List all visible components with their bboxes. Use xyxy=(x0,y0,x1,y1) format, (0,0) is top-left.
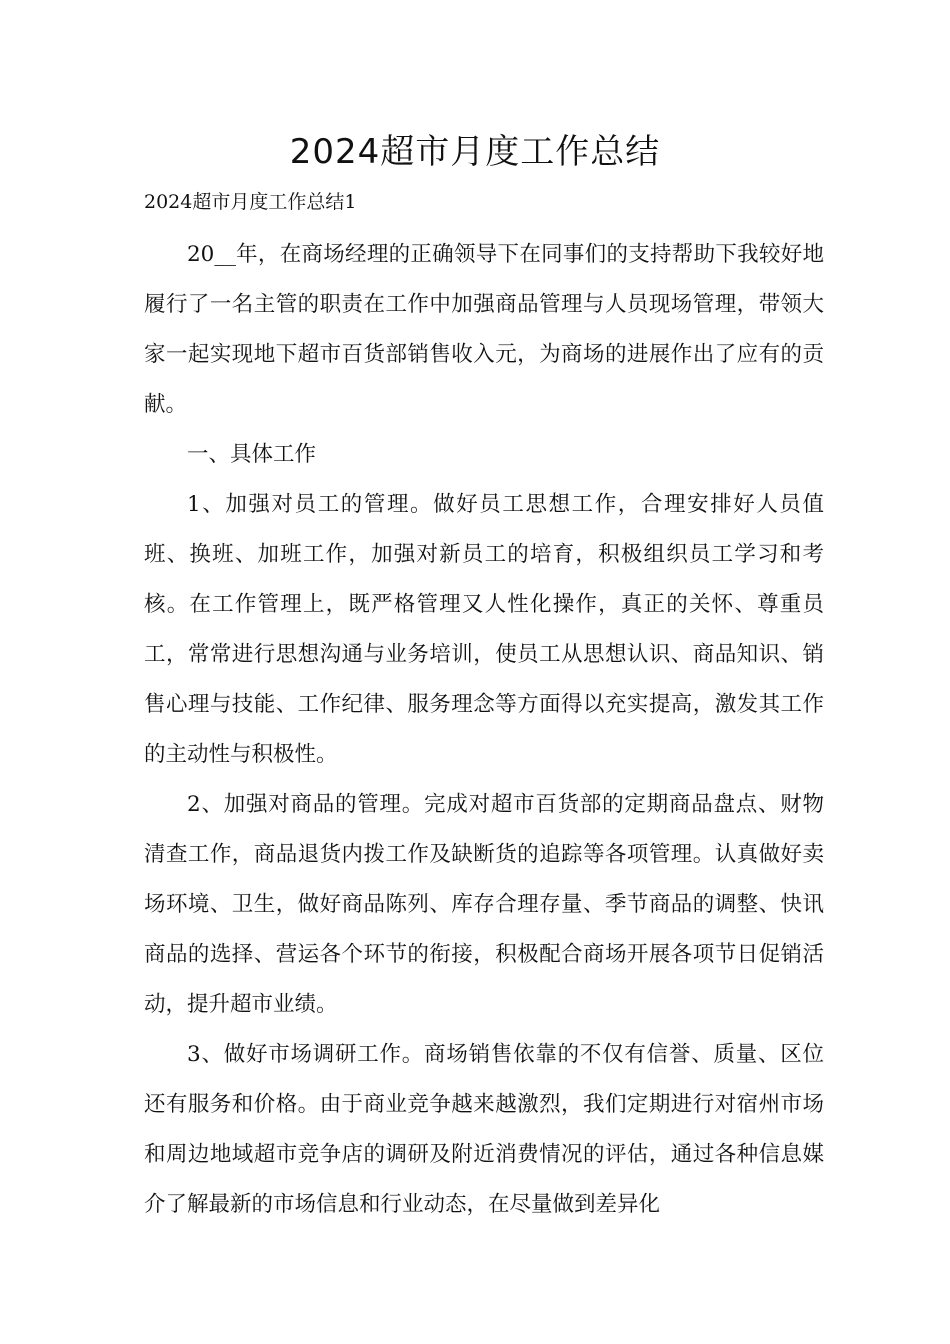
document-body xyxy=(144,230,824,1230)
document-subtitle: 2024超市月度工作总结1 xyxy=(144,191,357,213)
paragraph-intro: 20__年，在商场经理的正确领导下在同事们的支持帮助下我较好地履行了一名主管的职责在工作中加强商品管理与人员现场管理，带领大家一起实现地下超市百货部销售收入元，为商场的进展作出了应有的贡献。 xyxy=(144,242,824,417)
document-title: 2024超市月度工作总结 xyxy=(289,132,661,172)
section-heading-specific-work: 一、具体工作 xyxy=(187,442,317,467)
paragraph-goods-management: 2、加强对商品的管理。完成对超市百货部的定期商品盘点、财物清查工作，商品退货内拨工作及缺断货的追踪等各项管理。认真做好卖场环境、卫生，做好商品陈列、库存合理存量、季节商品的调整、快讯商品的选择、营运各个环节的衔接，积极配合商场开展各项节日促销活动，提升超市业绩。 xyxy=(144,792,824,1017)
paragraph-market-research: 3、做好市场调研工作。商场销售依靠的不仅有信誉、质量、区位还有服务和价格。由于商业竞争越来越激烈，我们定期进行对宿州市场和周边地域超市竞争店的调研及附近消费情况的评估，通过各种信息媒介了解最新的市场信息和行业动态，在尽量做到差异化 xyxy=(144,1042,824,1217)
paragraph-staff-management: 1、加强对员工的管理。做好员工思想工作，合理安排好人员值班、换班、加班工作，加强对新员工的培育，积极组织员工学习和考核。在工作管理上，既严格管理又人性化操作，真正的关怀、尊重员工，常常进行思想沟通与业务培训，使员工从思想认识、商品知识、销售心理与技能、工作纪律、服务理念等方面得以充实提高，激发其工作的主动性与积极性。 xyxy=(144,492,824,767)
